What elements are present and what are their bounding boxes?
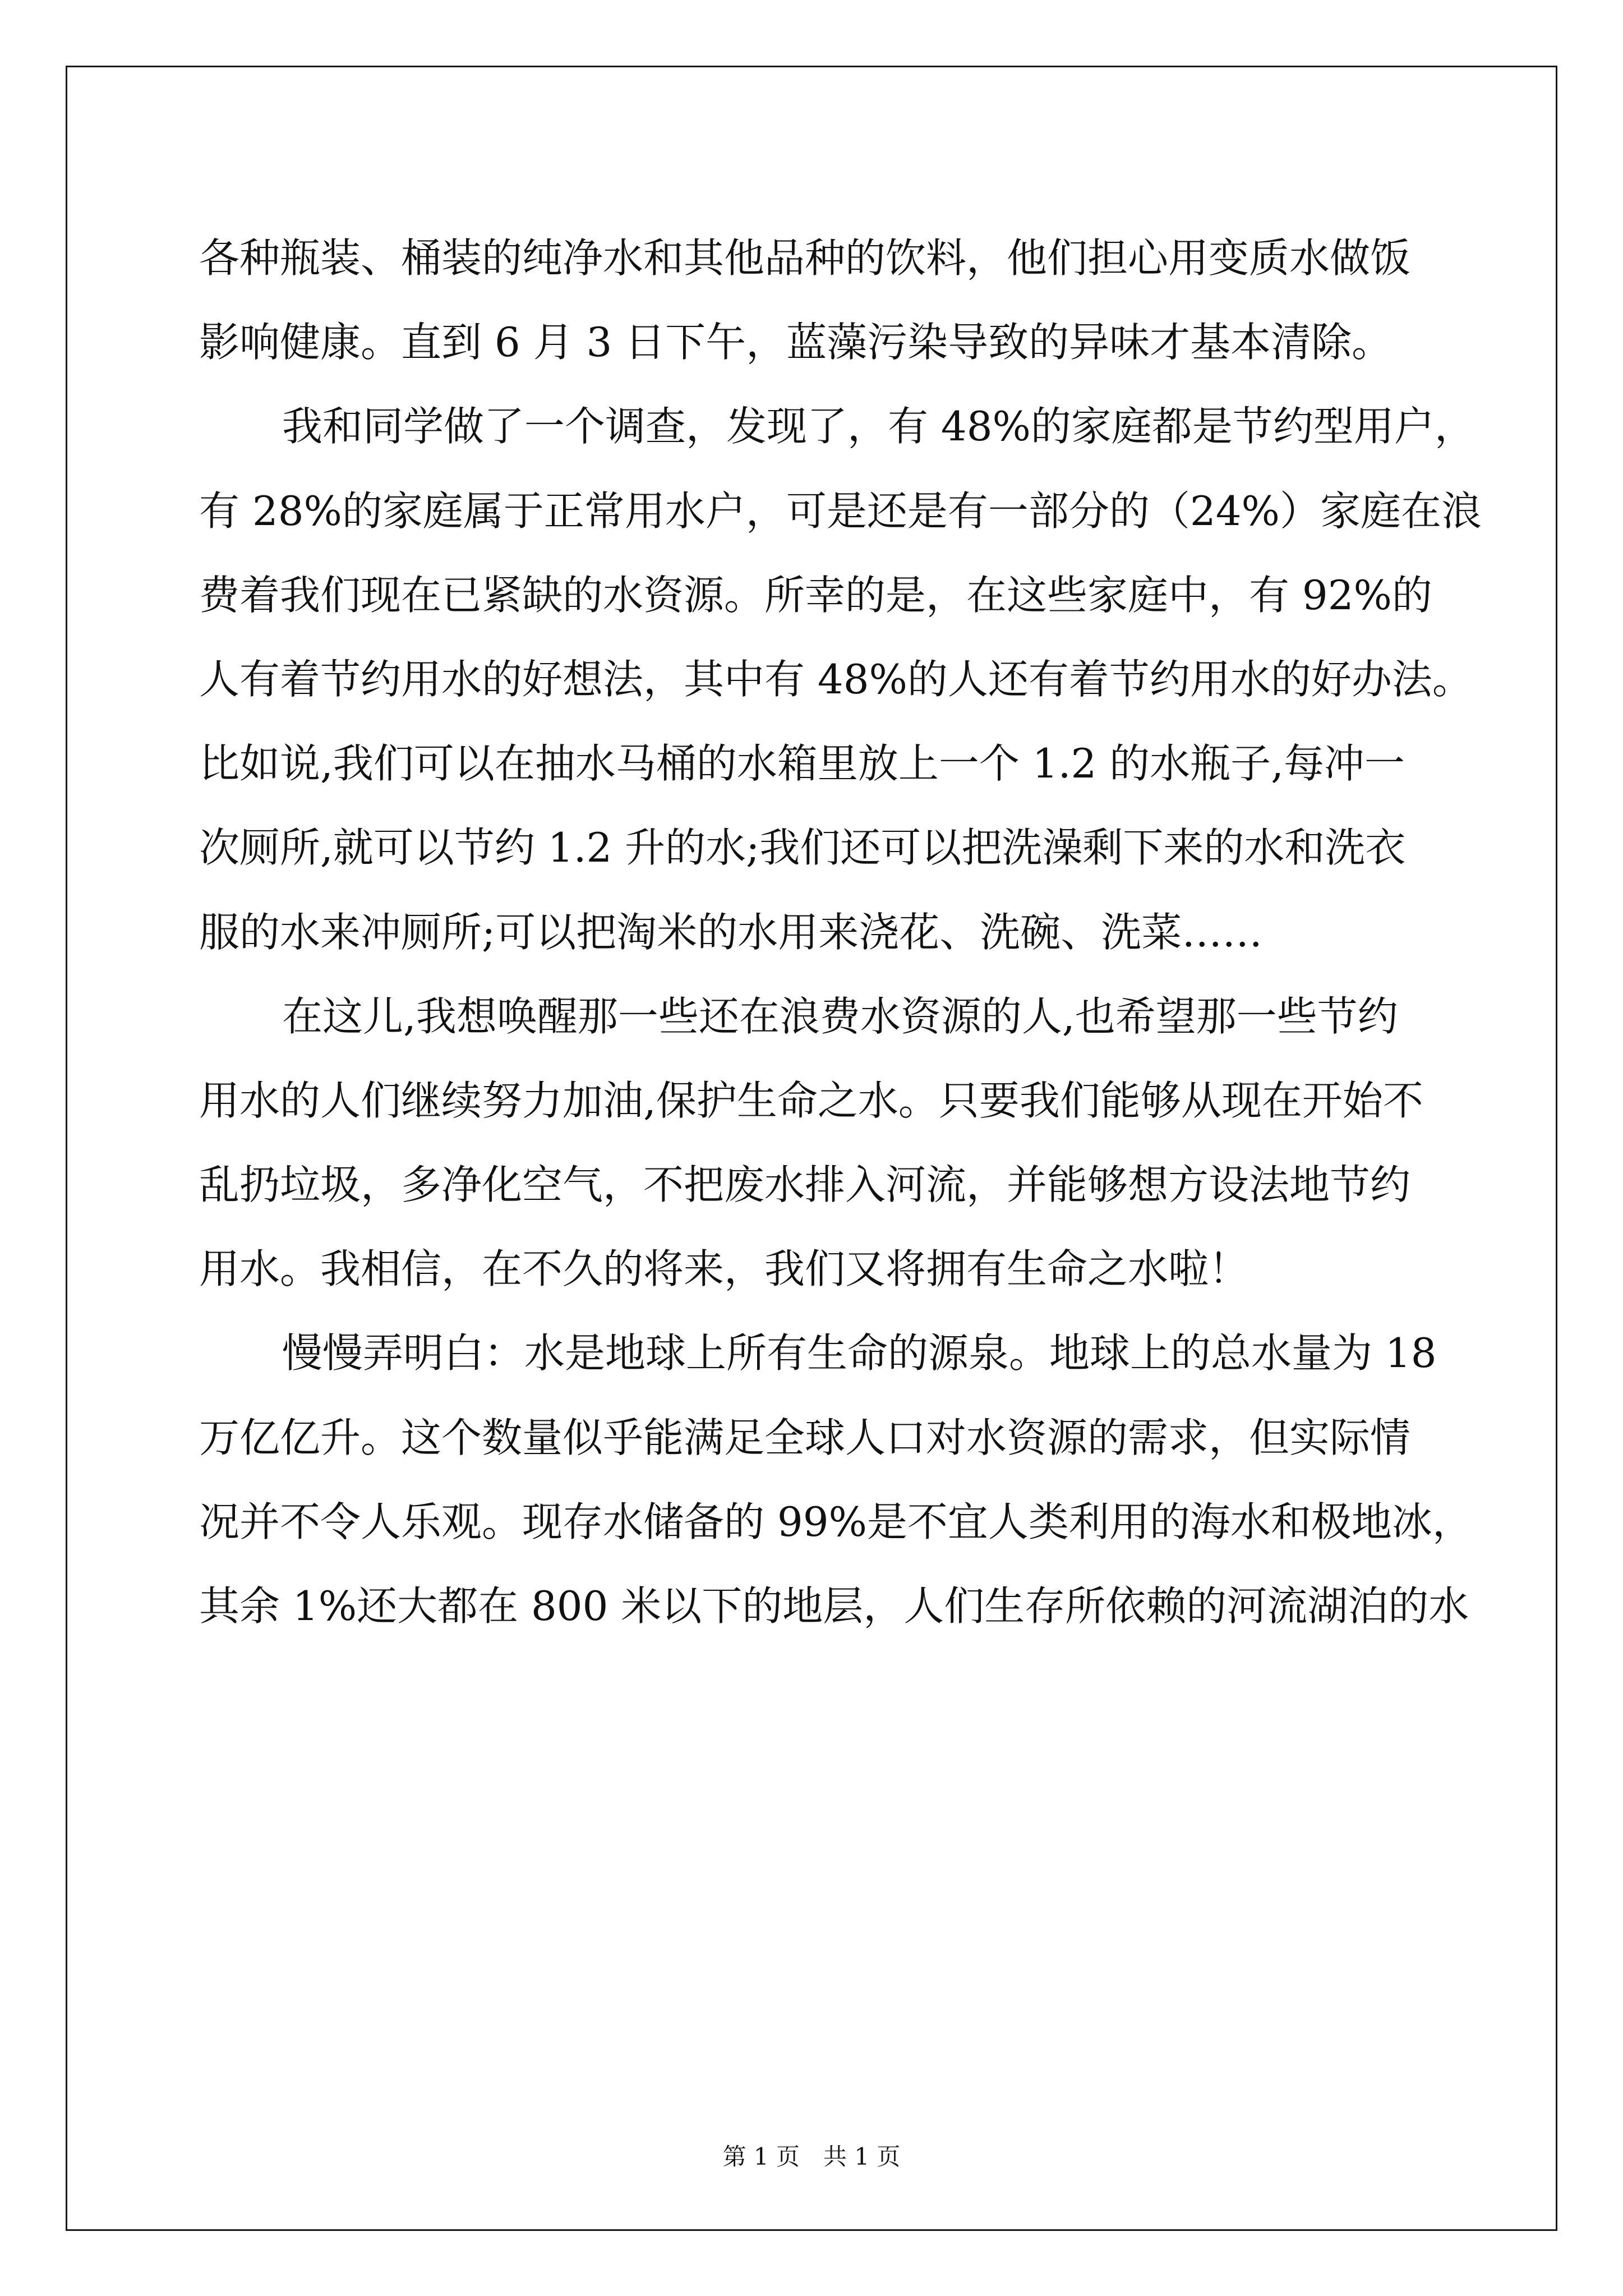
text-line: 有 28%的家庭属于正常用水户，可是还是有一部分的（24%）家庭在浪 — [199, 487, 1482, 535]
text-line: 次厕所,就可以节约 1.2 升的水;我们还可以把洗澡剩下来的水和洗衣 — [199, 824, 1406, 872]
text-line: 费着我们现在已紧缺的水资源。所幸的是，在这些家庭中，有 92%的 — [199, 571, 1432, 619]
text-line: 用水。我相信，在不久的将来，我们又将拥有生命之水啦！ — [199, 1245, 1249, 1293]
text-line: 人有着节约用水的好想法，其中有 48%的人还有着节约用水的好办法。 — [199, 655, 1473, 703]
document-body — [199, 216, 1482, 1648]
text-line: 慢慢弄明白：水是地球上所有生命的源泉。地球上的总水量为 18 — [282, 1329, 1437, 1377]
text-line: 况并不令人乐观。现存水储备的 99%是不宜人类利用的海水和极地冰， — [199, 1498, 1473, 1545]
text-line: 用水的人们继续努力加油,保护生命之水。只要我们能够从现在开始不 — [199, 1076, 1423, 1124]
text-line: 在这儿,我想唤醒那一些还在浪费水资源的人,也希望那一些节约 — [282, 992, 1398, 1040]
text-line: 比如说,我们可以在抽水马桶的水箱里放上一个 1.2 的水瓶子,每冲一 — [199, 740, 1405, 788]
text-line: 乱扔垃圾，多净化空气，不把废水排入河流，并能够想方设法地节约 — [199, 1161, 1411, 1209]
text-line: 各种瓶装、桶装的纯净水和其他品种的饮料，他们担心用变质水做饭 — [199, 234, 1411, 282]
text-line: 影响健康。直到 6 月 3 日下午，蓝藻污染导致的异味才基本清除。 — [199, 319, 1393, 366]
text-line: 我和同学做了一个调查，发现了，有 48%的家庭都是节约型用户， — [282, 403, 1475, 450]
text-line: 万亿亿升。这个数量似乎能满足全球人口对水资源的需求，但实际情 — [199, 1414, 1411, 1461]
page-number: 第 1 页 共 1 页 — [722, 2143, 901, 2170]
text-line: 服的水来冲厕所;可以把淘米的水用来浇花、洗碗、洗菜…… — [199, 908, 1263, 956]
text-line: 其余 1%还大都在 800 米以下的地层，人们生存所依赖的河流湖泊的水 — [199, 1582, 1469, 1630]
